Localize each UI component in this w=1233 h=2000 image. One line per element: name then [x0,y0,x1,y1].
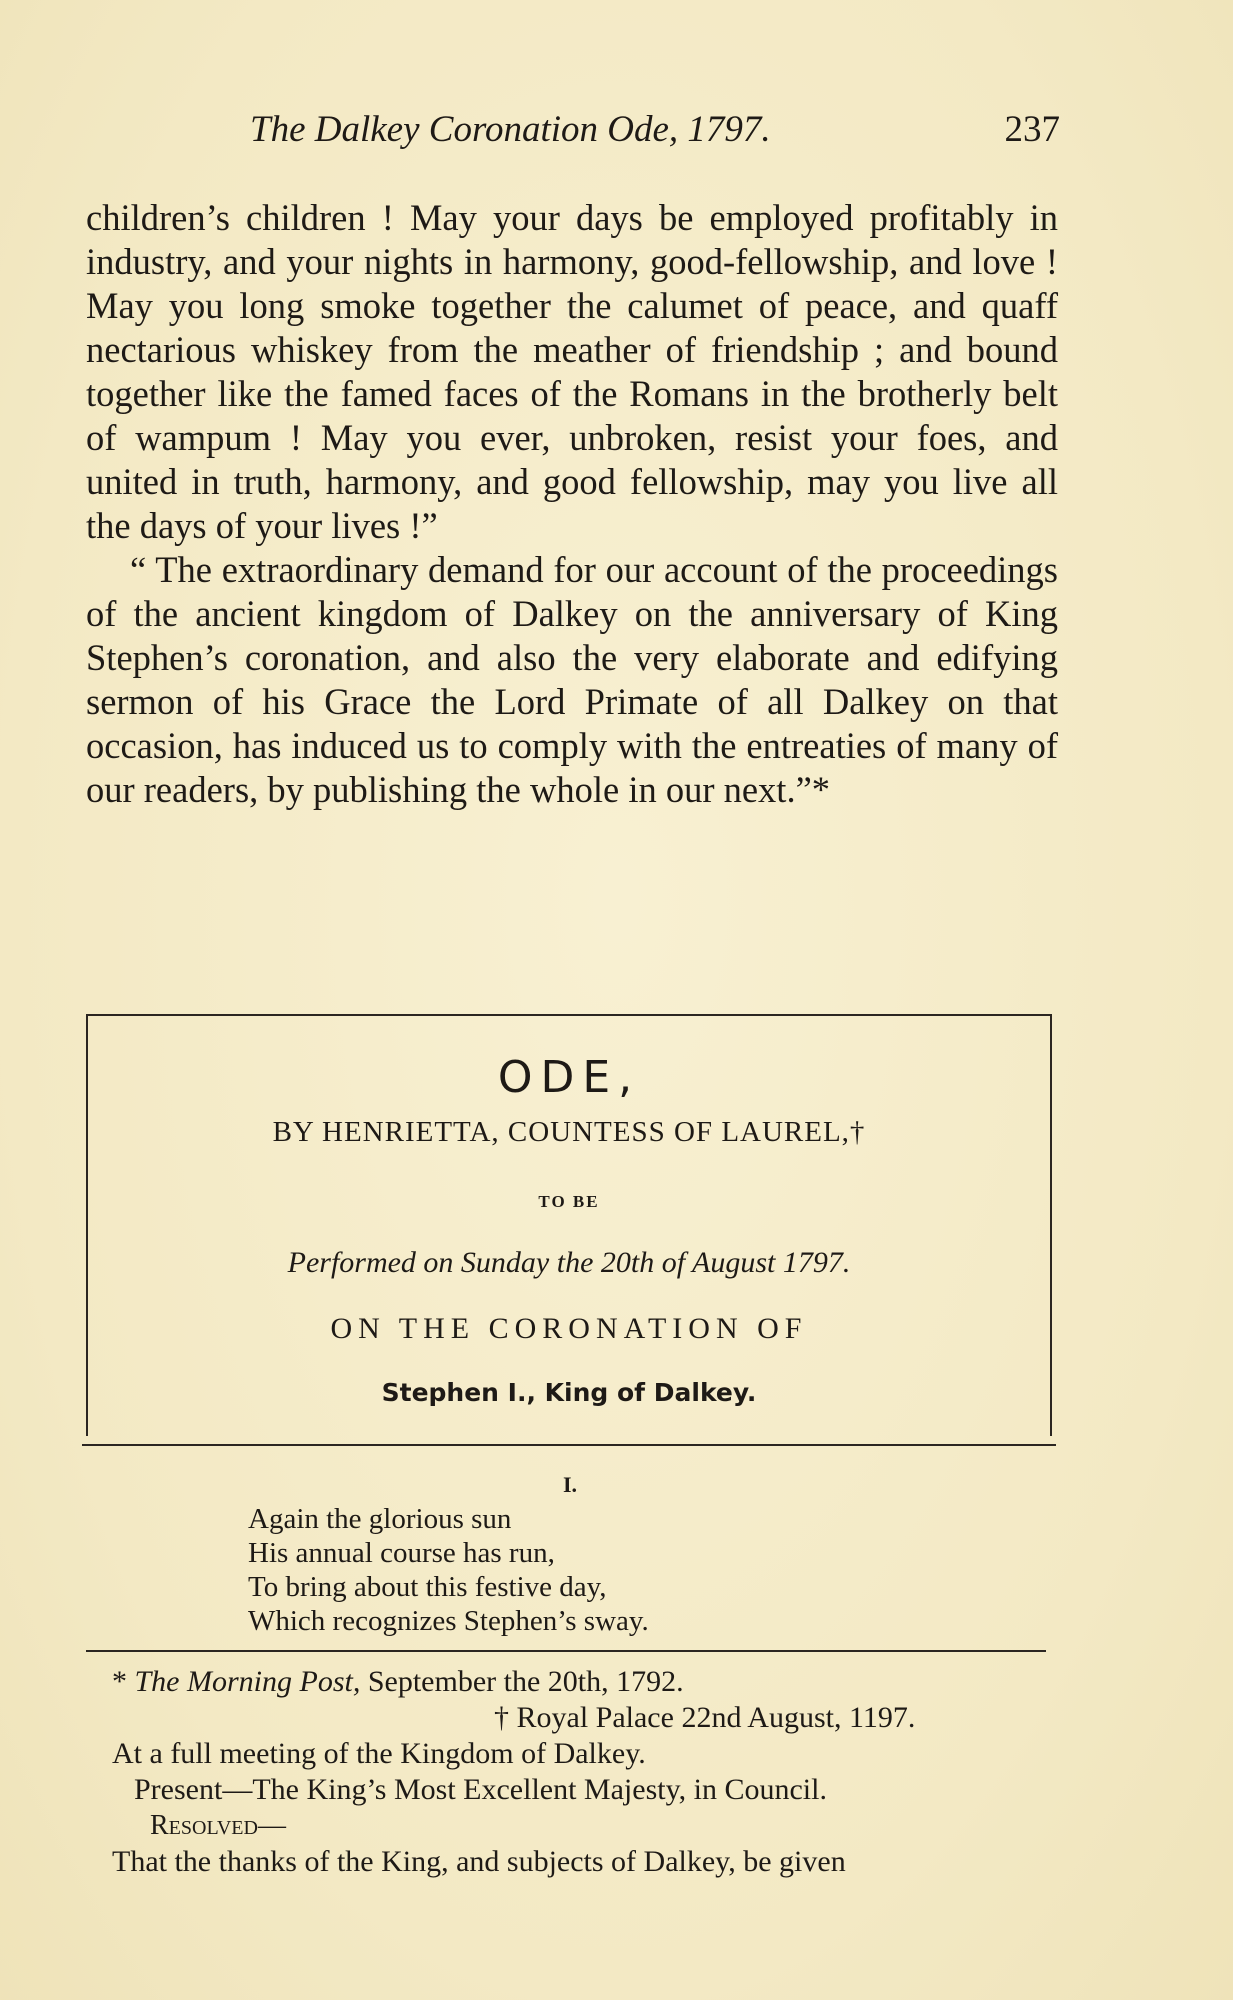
footnote-line: That the thanks of the King, and subjects of Dalkey, be given [112,1845,846,1878]
verse-line: To bring about this festive day, [248,1571,607,1603]
footnote-rule [86,1650,1046,1652]
ode-coronation-line: ON THE CORONATION OF [330,1312,808,1345]
footnote-source-title: The Morning Post, [134,1665,361,1698]
paragraph: children’s children ! May your days be employed profitably in industry, and your nights in harmony, good-fellowship, and love ! May you long smoke together the calumet of peace, and quaff nectarious whiskey from the meather of friendship ; and bound together like the famed faces of the Romans in the brotherly belt of wampum ! May you ever, unbroken, resist your foes, and united in truth, harmony, and good fellowship, may you live all the days of your lives !” [86,197,1058,546]
verse-line: His annual course has run, [248,1537,555,1569]
footnote-line: Resolved— [150,1810,286,1841]
ode-title-box [86,1014,1052,1436]
running-title: The Dalkey Coronation Ode, 1797. [250,109,771,150]
page-header [250,108,1060,158]
ode-title: ODE, [497,1052,641,1103]
stanza [248,1502,848,1638]
ode-performed-date: Performed on Sunday the 20th of August 1797. [287,1246,851,1279]
verse-line: Which recognizes Stephen’s sway. [248,1605,649,1637]
footnote-marker: * [112,1665,127,1698]
footnote-2: † Royal Palace 22nd August, 1197. [494,1701,916,1734]
body-text [86,196,1058,812]
stanza-number: I. [562,1472,578,1497]
footnote-1 [112,1664,1052,1700]
ode-to-be: TO BE [538,1192,600,1211]
footnote-line: Present—The King’s Most Excellent Majesty, in Council. [134,1773,827,1806]
ode-box-bottom-rule [82,1444,1056,1446]
footnote-line: At a full meeting of the Kingdom of Dalkey. [112,1737,646,1770]
footnotes [112,1664,1052,1880]
paragraph: “ The extraordinary demand for our account of the proceedings of the ancient kingdom of Dalkey on the anniversary of King Stephen’s coronation, and also the very elaborate and edifying sermon of his Grace the Lord Primate of all Dalkey on that occasion, has induced us to comply with the entreaties of many of our readers, by publishing the whole in our next.”* [86,549,1058,810]
verse-line: Again the glorious sun [248,1503,512,1535]
page-number: 237 [1004,109,1060,150]
ode-byline: BY HENRIETTA, COUNTESS OF LAUREL,† [272,1116,866,1148]
ode-king-line: Stephen I., King of Dalkey. [381,1378,757,1407]
footnote-source-date: September the 20th, 1792. [367,1665,684,1698]
